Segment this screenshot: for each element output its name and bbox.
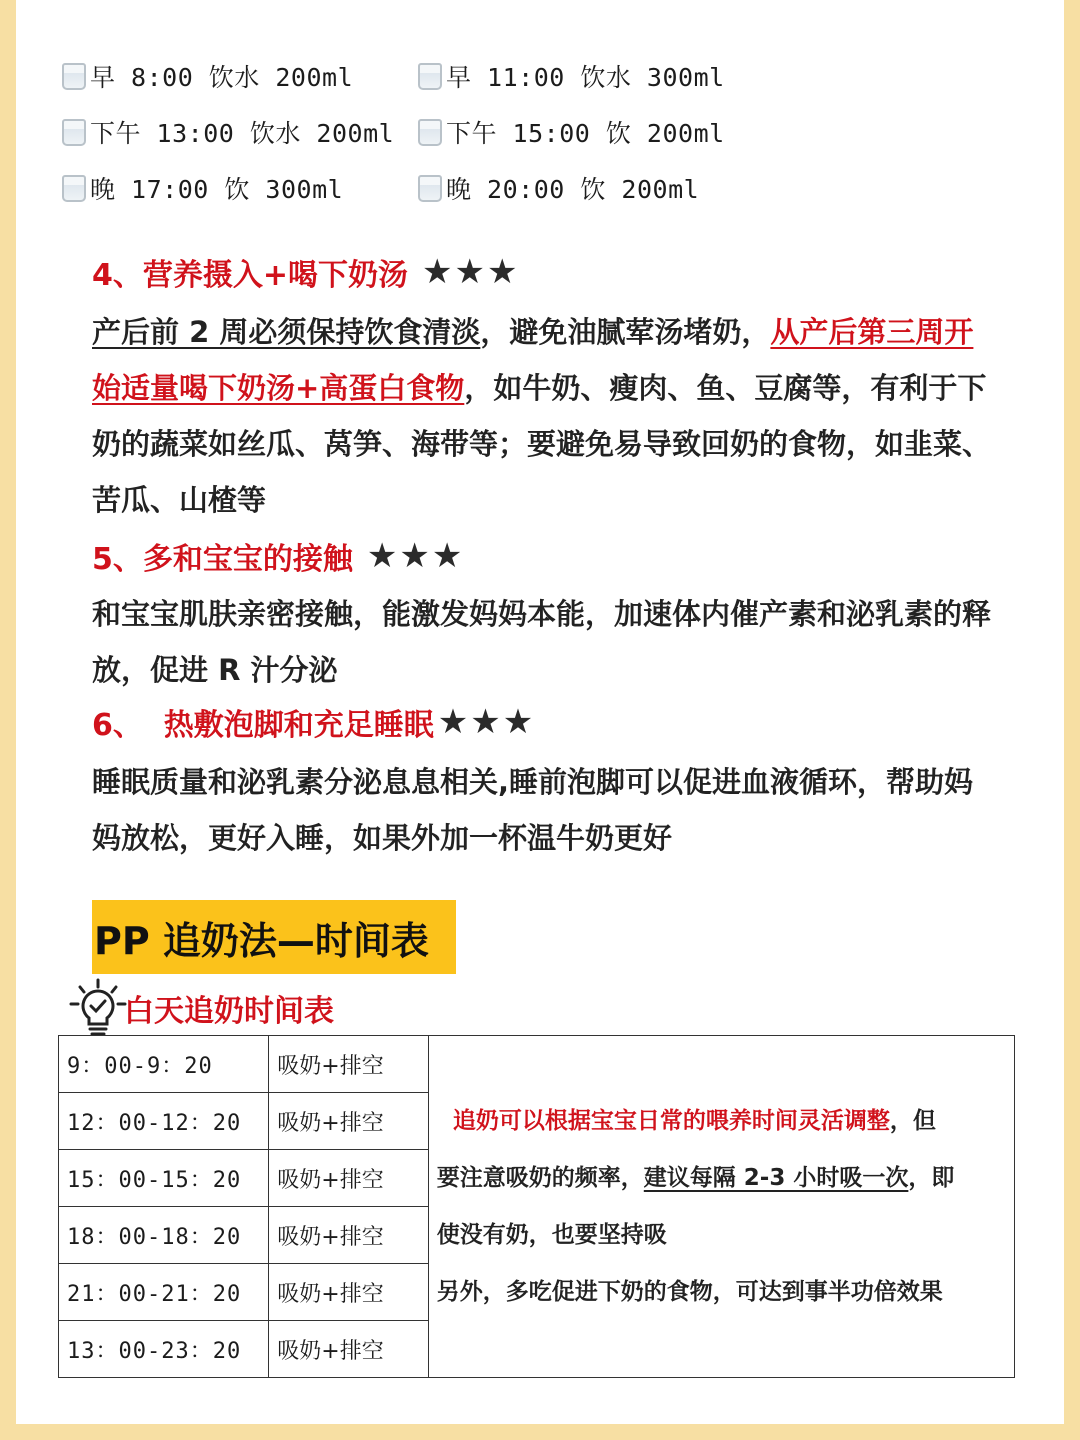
water-glass-icon	[62, 119, 86, 146]
rating-stars-icon: ★★★	[366, 536, 465, 576]
action-cell: 吸奶+排空	[269, 1321, 429, 1378]
water-item-text: 晚 17:00 饮 300ml	[90, 175, 344, 204]
section-4-red-text: 从产后第三周开始适量喝下奶汤+高蛋白食物	[92, 315, 974, 405]
note-line-3: 使没有奶，也要坚持吸	[436, 1221, 667, 1248]
note-line-2	[437, 1150, 1006, 1207]
action-cell: 吸奶+排空	[269, 1150, 429, 1207]
lightbulb-check-icon	[68, 978, 128, 1038]
time-cell: 12：00-12：20	[59, 1093, 269, 1150]
note-line-4: 另外，多吃促进下奶的食物，可达到事半功倍效果	[436, 1278, 943, 1305]
water-item	[62, 56, 353, 96]
section-5-body: 和宝宝肌肤亲密接触，能激发妈妈本能，加速体内催产素和泌乳素的释放，促进 R 汁分泌	[92, 597, 992, 687]
section-4-underlined-text: 产后前 2 周必须保持饮食清淡	[92, 315, 481, 349]
section-4-body	[92, 304, 992, 528]
time-cell: 13：00-23：20	[59, 1321, 269, 1378]
water-glass-icon	[418, 175, 442, 202]
water-item-text: 早 11:00 饮水 300ml	[446, 63, 725, 92]
section-4-text-a: ，避免油腻荤汤堵奶，	[480, 315, 771, 349]
water-item	[418, 56, 725, 96]
page	[16, 0, 1064, 1424]
water-item-text: 下午 13:00 饮水 200ml	[90, 119, 395, 148]
water-item-text: 早 8:00 饮水 200ml	[90, 63, 354, 92]
note-red-text: 追奶可以根据宝宝日常的喂养时间灵活调整	[452, 1107, 890, 1134]
water-glass-icon	[418, 63, 442, 90]
table-row	[59, 1036, 1015, 1093]
action-cell: 吸奶+排空	[269, 1093, 429, 1150]
time-cell: 9：00-9：20	[59, 1036, 269, 1093]
rating-stars-icon: ★★★	[422, 252, 520, 292]
schedule-table	[58, 1035, 1015, 1378]
note-underlined-text: 建议每隔 2-3 小时吸一次	[643, 1164, 909, 1191]
water-glass-icon	[62, 175, 86, 202]
section-6-title	[92, 700, 535, 744]
time-cell: 15：00-15：20	[59, 1150, 269, 1207]
section-6-heading: 6、 热敷泡脚和充足睡眠	[92, 708, 434, 743]
section-5-title	[92, 534, 464, 578]
note-text-a: ，但	[889, 1107, 936, 1134]
water-item	[62, 112, 394, 152]
section-6-body: 睡眠质量和泌乳素分泌息息相关,睡前泡脚可以促进血液循环，帮助妈妈放松，更好入睡，如果外加一杯温牛奶更好	[92, 765, 974, 855]
daytime-schedule-title: 白天追奶时间表	[124, 994, 334, 1029]
water-item-text: 晚 20:00 饮 200ml	[446, 175, 700, 204]
note-text-b: 要注意吸奶的频率，	[436, 1164, 644, 1191]
water-item	[418, 168, 699, 208]
water-item	[62, 168, 343, 208]
section-4-text-b: ，如牛奶、瘦肉、鱼、豆腐等，有利于下奶的蔬菜如丝瓜、莴笋、海带等；要避免易导致回奶的食物，如韭菜、苦瓜、山楂等	[92, 371, 992, 517]
note-text-c: ，即	[908, 1164, 955, 1191]
rating-stars-icon: ★★★	[437, 702, 536, 742]
water-glass-icon	[418, 119, 442, 146]
pp-schedule-title: PP 追奶法—时间表	[92, 900, 456, 974]
note-cell	[428, 1036, 1014, 1378]
section-4-title	[92, 250, 519, 294]
section-4-heading: 4、营养摄入+喝下奶汤	[92, 258, 409, 293]
water-item	[418, 112, 725, 152]
water-item-text: 下午 15:00 饮 200ml	[446, 119, 725, 148]
action-cell: 吸奶+排空	[269, 1207, 429, 1264]
time-cell: 21：00-21：20	[59, 1264, 269, 1321]
action-cell: 吸奶+排空	[269, 1264, 429, 1321]
action-cell: 吸奶+排空	[269, 1036, 429, 1093]
water-glass-icon	[62, 63, 86, 90]
note-line-1	[437, 1093, 1006, 1150]
time-cell: 18：00-18：20	[59, 1207, 269, 1264]
section-5-heading: 5、多和宝宝的接触	[92, 542, 353, 577]
